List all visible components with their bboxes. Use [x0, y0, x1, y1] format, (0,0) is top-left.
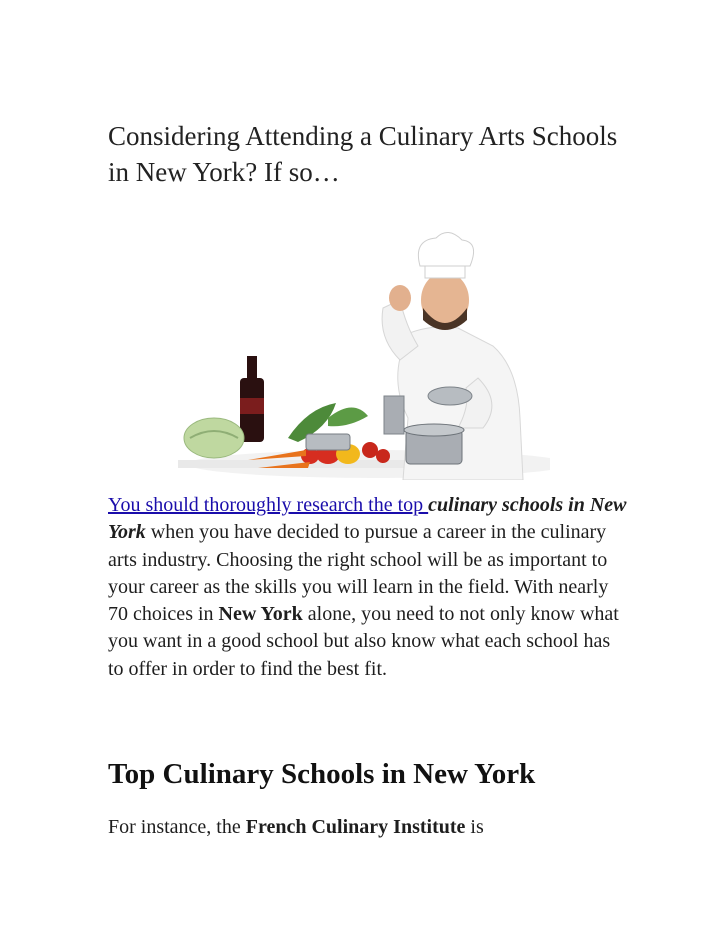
- research-link[interactable]: You should thoroughly research the top: [108, 494, 429, 516]
- section-text-2: is: [465, 816, 484, 838]
- section-text-1: For instance, the: [108, 816, 246, 838]
- chef-with-vegetables-icon: [178, 228, 550, 480]
- culinary-schools-emphasis: culinary schools in New York: [108, 494, 627, 544]
- institute-name: French Culinary Institute: [245, 816, 466, 838]
- intro-text-2: alone, you need to not only know what you want in a good school but also know what each school has to offer in order to find the best fit.: [108, 603, 619, 680]
- section-heading: Top Culinary Schools in New York: [108, 758, 536, 790]
- page-title: Considering Attending a Culinary Arts Schools in New York? If so…: [108, 121, 618, 187]
- intro-paragraph: [108, 492, 628, 683]
- section-paragraph: [108, 814, 628, 841]
- new-york-bold: New York: [218, 603, 303, 626]
- chef-photo: [178, 228, 550, 480]
- intro-text-1: when you have decided to pursue a career in the culinary arts industry. Choosing the right school will be as important to your career as the skills you will learn in the field. With nearly 70 choices in: [108, 521, 609, 626]
